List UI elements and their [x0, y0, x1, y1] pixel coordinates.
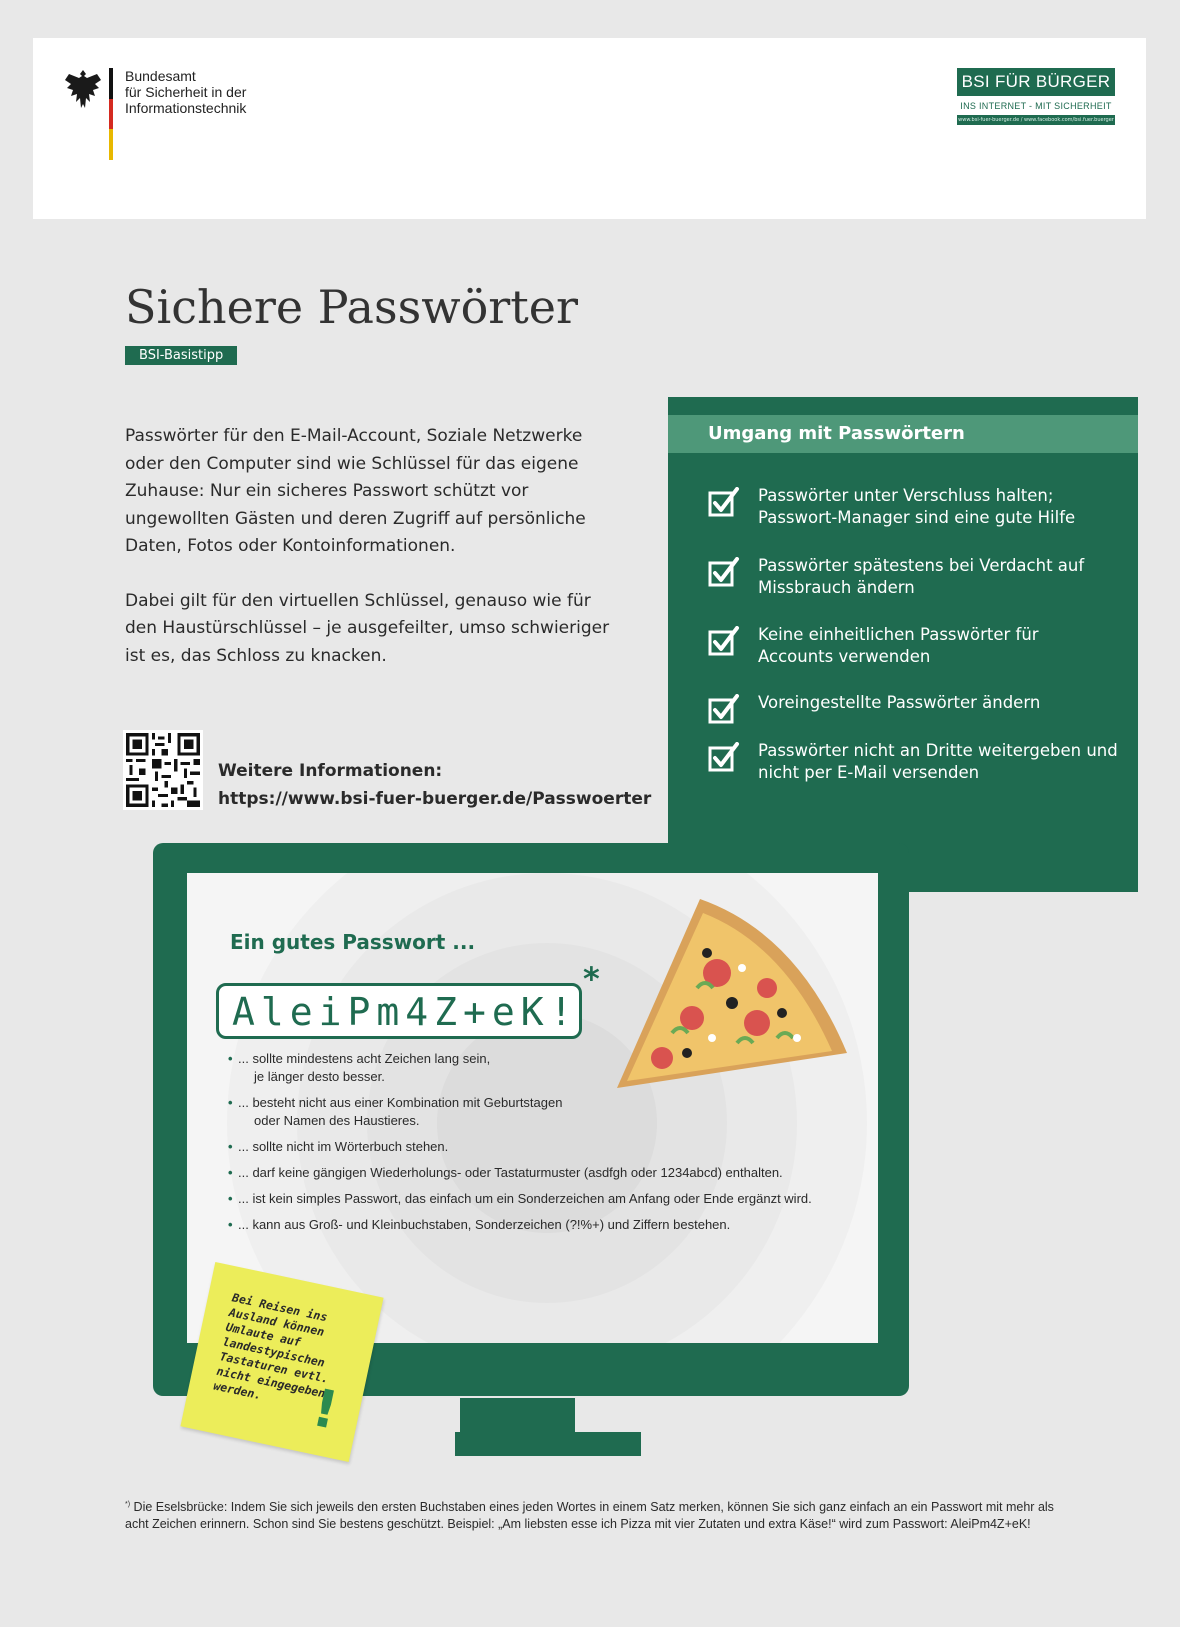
intro-paragraph: Passwörter für den E-Mail-Account, Soziale Netzwerke oder den Computer sind wie Schlüssel für das eigene Zuhause: Nur ein sicheres Passwort schützt vor ungewollten Gästen und deren Zugriff auf persönliche Daten, Fotos oder Kontoinformationen.: [125, 426, 586, 556]
sticky-note: [180, 1262, 383, 1462]
checkbox-checked-icon: [708, 742, 740, 774]
password-handling-panel: [668, 397, 1138, 892]
more-info-url[interactable]: https://www.bsi-fuer-buerger.de/Passwoerter: [218, 789, 652, 809]
footnote: [125, 1496, 1075, 1533]
list-item: • ... sollte nicht im Wörterbuch stehen.: [228, 1138, 868, 1156]
list-item-text: oder Namen des Haustieres.: [254, 1113, 420, 1128]
monitor-foot: [455, 1432, 641, 1456]
badge-title: BSI FÜR BÜRGER: [957, 68, 1115, 96]
more-info-label: Weitere Informationen:: [218, 761, 443, 781]
panel-item-text: Passwörter spätestens bei Verdacht auf Missbrauch ändern: [758, 556, 1085, 597]
list-item-text: ... kann aus Groß- und Kleinbuchstaben, Sonderzeichen (?!%+) und Ziffern bestehen.: [238, 1217, 731, 1232]
org-name-line: für Sicherheit in der: [125, 84, 247, 100]
panel-item-text: Keine einheitlichen Passwörter für Accounts verwenden: [758, 625, 1039, 666]
panel-title: Umgang mit Passwörtern: [708, 423, 965, 444]
flag-stripe-red: [109, 99, 113, 130]
list-item: • ... besteht nicht aus einer Kombination mit Geburtstagen oder Namen des Haustieres.: [228, 1094, 868, 1130]
list-item-text: ... sollte mindestens acht Zeichen lang sein,: [238, 1051, 491, 1066]
checkbox-checked-icon: [708, 626, 740, 658]
bsi-fuer-buerger-badge: [957, 68, 1115, 125]
org-name-line: Informationstechnik: [125, 100, 247, 116]
org-name-line: Bundesamt: [125, 68, 196, 84]
list-item: • ... sollte mindestens acht Zeichen lang sein, je länger desto besser.: [228, 1050, 868, 1086]
tag-badge: BSI-Basistipp: [125, 346, 237, 365]
footnote-asterisk: *: [583, 960, 600, 998]
list-item-text: ... besteht nicht aus einer Kombination mit Geburtstagen: [238, 1095, 563, 1110]
checkbox-checked-icon: [708, 487, 740, 519]
intro-paragraph: Dabei gilt für den virtuellen Schlüssel, genauso wie für den Haustürschlüssel – je ausgefeilter, umso schwieriger ist es, das Schloss zu knacken.: [125, 590, 610, 666]
good-password-title: Ein gutes Passwort ...: [230, 930, 476, 954]
monitor-neck: [460, 1398, 575, 1434]
list-item-text: je länger desto besser.: [254, 1069, 385, 1084]
list-item: • ... darf keine gängigen Wiederholungs- oder Tastaturmuster (asdfgh oder 1234abcd) enthalten.: [228, 1164, 868, 1182]
list-item-text: ... sollte nicht im Wörterbuch stehen.: [238, 1139, 449, 1154]
list-item-text: ... ist kein simples Passwort, das einfach um ein Sonderzeichen am Anfang oder Ende ergänzt wird.: [238, 1191, 812, 1206]
flag-stripe-black: [109, 68, 113, 99]
header: [33, 38, 1146, 219]
qr-code-icon: [123, 730, 203, 810]
password-rules-list: [228, 1050, 868, 1242]
list-item: • ... ist kein simples Passwort, das einfach um ein Sonderzeichen am Anfang oder Ende ergänzt wird.: [228, 1190, 868, 1208]
flag-bar: [109, 68, 113, 160]
intro-text: [125, 423, 615, 697]
checkbox-checked-icon: [708, 694, 740, 726]
footnote-text: Die Eselsbrücke: Indem Sie sich jeweils den ersten Buchstaben eines jeden Wortes in einem Satz merken, können Sie sich ganz einfach an ein Passwort mit mehr als acht Zeichen erinnern. Schon sind Sie bestens geschützt. Beispiel: „Am liebsten esse ich Pizza mit vier Zutaten und extra Käse!“ wird zum Passwort: AleiPm4Z+eK!: [125, 1500, 1054, 1532]
panel-item-text: Passwörter nicht an Dritte weitergeben und nicht per E-Mail versenden: [758, 741, 1118, 782]
page-title: Sichere Passwörter: [125, 280, 578, 334]
sticky-note-text: Bei Reisen ins Ausland können Umlaute auf landestypischen Tastaturen evtl. nicht eingegeben werden.: [212, 1290, 330, 1403]
example-password: AleiPm4Z+eK!: [232, 990, 579, 1034]
flag-stripe-gold: [109, 129, 113, 160]
list-item-text: ... darf keine gängigen Wiederholungs- oder Tastaturmuster (asdfgh oder 1234abcd) enthalten.: [238, 1165, 783, 1180]
more-info: [218, 757, 651, 813]
panel-item-text: Passwörter unter Verschluss halten; Passwort-Manager sind eine gute Hilfe: [758, 486, 1076, 527]
badge-subtitle: INS INTERNET - MIT SICHERHEIT: [960, 101, 1112, 111]
panel-item-text: Voreingestellte Passwörter ändern: [758, 693, 1041, 712]
checkbox-checked-icon: [708, 557, 740, 589]
badge-url: www.bsi-fuer-buerger.de / www.facebook.com/bsi.fuer.buerger: [958, 117, 1114, 123]
exclamation-icon: !: [307, 1378, 343, 1442]
list-item: • ... kann aus Groß- und Kleinbuchstaben, Sonderzeichen (?!%+) und Ziffern bestehen.: [228, 1216, 868, 1234]
footnote-marker: *): [125, 1501, 131, 1508]
federal-eagle-icon: [63, 68, 103, 112]
org-name: [125, 68, 246, 116]
